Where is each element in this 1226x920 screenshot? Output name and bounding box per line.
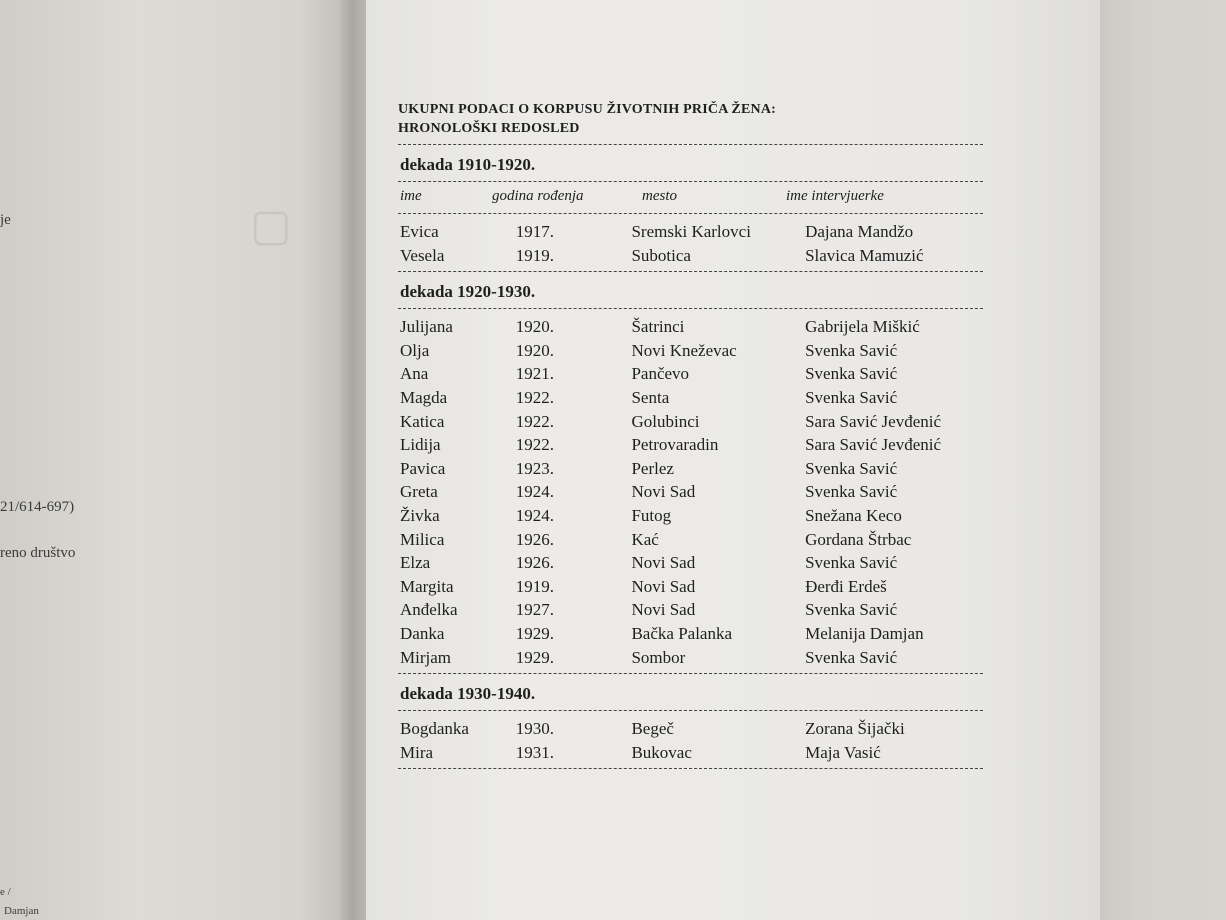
interviewer-cell: Svenka Savić: [805, 553, 898, 573]
left-fragment-2: 21/614-697): [0, 499, 75, 515]
table-row: [400, 433, 998, 457]
interviewer-cell: Gordana Štrbac: [805, 529, 912, 549]
interviewer-cell: Svenka Savić: [805, 482, 898, 502]
year-cell: 1931.: [515, 742, 554, 762]
name-cell: Bogdanka: [400, 719, 469, 739]
table-row: [400, 575, 998, 599]
column-header: mesto: [642, 188, 677, 204]
place-cell: Subotica: [631, 245, 691, 265]
table-row: [400, 598, 998, 622]
place-cell: Senta: [631, 387, 670, 407]
year-cell: 1922.: [515, 411, 554, 431]
name-cell: Vesela: [400, 245, 445, 265]
year-cell: 1923.: [515, 458, 554, 478]
page-edge: [1100, 0, 1226, 920]
table-row: [400, 410, 998, 434]
place-cell: Šatrinci: [631, 317, 685, 337]
table-content: [398, 100, 998, 769]
name-cell: Magda: [400, 387, 448, 407]
rows-group: [398, 315, 998, 669]
table-row: [400, 315, 998, 339]
table-row: [400, 480, 998, 504]
name-cell: Olja: [400, 340, 430, 360]
divider: [398, 308, 983, 309]
interviewer-cell: Dajana Mandžo: [805, 222, 914, 241]
place-cell: Novi Sad: [631, 482, 696, 502]
place-cell: Sremski Karlovci: [631, 222, 751, 241]
year-cell: 1929.: [515, 647, 554, 667]
rows-group: [398, 220, 998, 267]
interviewer-cell: Snežana Keco: [805, 505, 902, 525]
divider: [398, 144, 983, 145]
divider: [398, 181, 983, 182]
left-fragment-4: e /: [0, 886, 11, 898]
year-cell: 1924.: [515, 505, 554, 525]
year-cell: 1930.: [515, 719, 554, 739]
year-cell: 1929.: [515, 623, 554, 643]
place-cell: Begeč: [631, 719, 674, 739]
place-cell: Perlez: [631, 458, 674, 478]
divider: [398, 213, 983, 214]
table-row: [400, 362, 998, 386]
interviewer-cell: Svenka Savić: [805, 340, 898, 360]
column-header: ime intervjuerke: [786, 188, 884, 204]
name-cell: Milica: [400, 529, 445, 549]
divider: [398, 710, 983, 711]
year-cell: 1926.: [515, 529, 554, 549]
divider: [398, 768, 983, 769]
table-row: [400, 622, 998, 646]
year-cell: 1920.: [515, 317, 554, 337]
divider: [398, 271, 983, 272]
ghost-text: ▢: [250, 201, 294, 250]
interviewer-cell: Gabrijela Miškić: [805, 317, 920, 337]
column-header: ime: [400, 188, 422, 204]
table-row: [400, 551, 998, 575]
name-cell: Mirjam: [400, 647, 451, 667]
place-cell: Bačka Palanka: [631, 623, 733, 643]
place-cell: Novi Kneževac: [631, 340, 737, 360]
name-cell: Evica: [400, 222, 439, 241]
year-cell: 1919.: [515, 245, 554, 265]
interviewer-cell: Melanija Damjan: [805, 623, 924, 643]
name-cell: Margita: [400, 576, 454, 596]
year-cell: 1924.: [515, 482, 554, 502]
table-row: [400, 741, 998, 765]
year-cell: 1927.: [515, 600, 554, 620]
interviewer-cell: Zorana Šijački: [805, 719, 905, 739]
place-cell: Novi Sad: [631, 553, 696, 573]
name-cell: Greta: [400, 482, 438, 502]
name-cell: Živka: [400, 505, 440, 525]
year-cell: 1926.: [515, 553, 554, 573]
name-cell: Katica: [400, 411, 445, 431]
table-row: [400, 646, 998, 670]
place-cell: Sombor: [631, 647, 686, 667]
year-cell: 1921.: [515, 364, 554, 384]
table-row: [400, 717, 998, 741]
decade-heading: dekada 1920-1930.: [400, 282, 536, 302]
name-cell: Julijana: [400, 317, 453, 337]
name-cell: Anđelka: [400, 600, 458, 620]
interviewer-cell: Svenka Savić: [805, 647, 898, 667]
year-cell: 1917.: [515, 222, 554, 241]
title-line-1: UKUPNI PODACI O KORPUSU ŽIVOTNIH PRIČA ŽENA:: [398, 102, 776, 117]
name-cell: Danka: [400, 623, 445, 643]
place-cell: Golubinci: [631, 411, 700, 431]
place-cell: Novi Sad: [631, 576, 696, 596]
year-cell: 1922.: [515, 435, 554, 455]
year-cell: 1919.: [515, 576, 554, 596]
column-headers: [400, 188, 998, 205]
column-header: godina rođenja: [492, 188, 584, 204]
name-cell: Mira: [400, 742, 434, 762]
table-row: [400, 504, 998, 528]
interviewer-cell: Sara Savić Jevđenić: [805, 411, 942, 431]
place-cell: Petrovaradin: [631, 435, 719, 455]
place-cell: Novi Sad: [631, 600, 696, 620]
interviewer-cell: Sara Savić Jevđenić: [805, 435, 942, 455]
title-line-2: HRONOLOŠKI REDOSLED: [398, 121, 580, 136]
name-cell: Lidija: [400, 435, 441, 455]
left-page: [0, 0, 352, 920]
year-cell: 1920.: [515, 340, 554, 360]
place-cell: Pančevo: [631, 364, 690, 384]
table-row: [400, 220, 998, 244]
left-fragment-1: je: [0, 212, 11, 228]
interviewer-cell: Đerđi Erdeš: [805, 576, 887, 596]
table-row: [400, 244, 998, 268]
table-row: [400, 386, 998, 410]
decade-heading: dekada 1910-1920.: [400, 155, 536, 174]
interviewer-cell: Slavica Mamuzić: [805, 245, 924, 265]
interviewer-cell: Svenka Savić: [805, 387, 898, 407]
decades-container: [398, 155, 998, 769]
name-cell: Elza: [400, 553, 431, 573]
decade-heading: dekada 1930-1940.: [400, 684, 536, 704]
left-fragment-5: Damjan: [4, 905, 39, 917]
left-fragment-3: reno društvo: [0, 545, 76, 561]
interviewer-cell: Svenka Savić: [805, 600, 898, 620]
place-cell: Kać: [631, 529, 659, 549]
interviewer-cell: Svenka Savić: [805, 458, 898, 478]
rows-group: [398, 717, 998, 764]
name-cell: Ana: [400, 364, 429, 384]
interviewer-cell: Maja Vasić: [805, 742, 881, 762]
place-cell: Bukovac: [631, 742, 692, 762]
name-cell: Pavica: [400, 458, 446, 478]
table-row: [400, 528, 998, 552]
year-cell: 1922.: [515, 387, 554, 407]
table-row: [400, 457, 998, 481]
table-row: [400, 339, 998, 363]
divider: [398, 673, 983, 674]
interviewer-cell: Svenka Savić: [805, 364, 898, 384]
place-cell: Futog: [631, 505, 672, 525]
